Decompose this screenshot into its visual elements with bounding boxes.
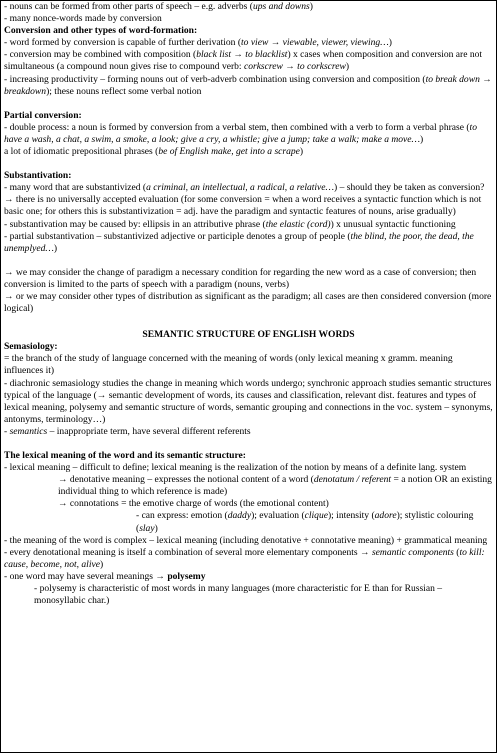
text-run: ) — [299, 146, 304, 158]
paragraph — [4, 498, 493, 510]
text-run: → we may consider the change of paradigm a necessary condition for regarding the new word as a case of conversion; then conversion is limited to the parts of speech with a paradigm (nouns, verbs) — [4, 266, 477, 290]
paragraph — [4, 146, 493, 158]
italic-text: the blind, the poor, the dead, the unemplyed… — [4, 230, 474, 254]
italic-text: daddy — [227, 510, 252, 522]
text-run: - lexical meaning – difficult to define; lexical meaning is the realization of the notion by means of a definite lang. system — [4, 462, 467, 474]
blank-line — [4, 158, 493, 170]
paragraph — [4, 462, 493, 474]
text-run: - every denotational meaning is itself a combination of several more elementary components → — [4, 546, 372, 558]
italic-text: slay — [139, 522, 155, 534]
paragraph — [4, 341, 493, 353]
paragraph — [4, 170, 493, 182]
text-run: - many word that are substantivized ( — [4, 182, 147, 194]
paragraph — [4, 535, 493, 547]
text-run: ) — [99, 558, 104, 570]
paragraph — [4, 547, 493, 571]
text-run: ) — [53, 242, 58, 254]
text-run: - can express: emotion ( — [136, 510, 228, 522]
text-run: - many nonce-words made by conversion — [4, 13, 162, 25]
blank-line — [4, 98, 493, 110]
blank-line — [4, 438, 493, 450]
text-run: - one word may have several meanings → — [4, 570, 168, 582]
text-run: = the branch of the study of language concerned with the meaning of words (only lexical meaning x gramm. meaning influences it) — [4, 353, 453, 377]
italic-text: a criminal, an intellectual, a radical, a relative… — [146, 182, 335, 194]
bold-text: Semasiology: — [4, 341, 58, 353]
text-run: SEMANTIC STRUCTURE OF ENGLISH WORDS — [142, 329, 355, 341]
paragraph — [4, 74, 493, 98]
section-heading — [4, 329, 493, 341]
text-run: ); these nouns reflect some verbal notion — [46, 85, 202, 97]
text-run: - partial substantivation – substantivized adjective or participle denotes a group of people ( — [4, 230, 351, 242]
bold-text: Conversion and other types of word-formation: — [4, 25, 198, 37]
bold-text: Partial conversion: — [4, 109, 82, 121]
blank-line — [4, 255, 493, 267]
italic-text: corkscrew → to corkscrew — [243, 61, 346, 73]
paragraph — [4, 182, 493, 194]
text-run: ); evaluation ( — [251, 510, 305, 522]
text-run: = a notion OR an existing individual thing to which reference is made) — [58, 474, 492, 498]
italic-text: semantics — [9, 425, 48, 437]
text-run: ( — [453, 546, 460, 558]
paragraph — [4, 426, 493, 438]
text-run: a lot of idiomatic prepositional phrases ( — [4, 146, 159, 158]
text-run: → there is no universally accepted evaluation (for some conversion = when a word receives a syntactic function which is not basic one; for others this is substantivization = adj. have the paradigm and syntactic features of nouns, arise gradually) — [4, 194, 482, 218]
text-run: ) — [309, 1, 313, 12]
italic-text: the elastic (cord) — [265, 218, 331, 230]
blank-line — [4, 315, 493, 327]
text-run: - polysemy is characteristic of most words in many languages (more characteristic for E than for Russian – monosyllabic char.) — [34, 583, 443, 607]
italic-text: denotatum / referent — [313, 474, 392, 486]
text-run: – inappropriate term, have several different referents — [47, 425, 251, 437]
text-run: ) — [388, 37, 392, 49]
paragraph — [4, 37, 493, 49]
paragraph — [4, 267, 493, 291]
text-run: - substantivation may be caused by: ellipsis in an attributive phrase ( — [4, 218, 266, 230]
text-run: ) x cases when composition and conversion are not simultaneous (a compound noun gives rise to compound verb: — [4, 49, 483, 73]
paragraph — [4, 194, 493, 218]
italic-text: to break down → breakdown — [4, 73, 492, 97]
italic-text: be of English make, get into a scrape — [158, 146, 300, 158]
italic-text: semantic components — [371, 546, 454, 558]
paragraph — [4, 474, 493, 498]
text-run: - diachronic semasiology studies the change in meaning which words undergo; synchronic approach studies semantic structures typical of the language (→ semantic development of words, its causes and classification, relevant dist. features and types of lexical meaning, polysemy and semantic structure of words, semantic grouping and connections in the voc. system – synonyms, antonyms, terminology…) — [4, 377, 493, 425]
paragraph — [4, 583, 493, 607]
paragraph — [4, 571, 493, 583]
text-run: ) — [345, 61, 350, 73]
text-run: - nouns can be formed from other parts of speech – e.g. adverbs ( — [4, 1, 253, 12]
text-run: ); stylistic colouring ( — [136, 510, 474, 534]
text-run: ) — [420, 133, 424, 145]
paragraph — [4, 13, 493, 25]
text-run: ) — [154, 522, 158, 534]
text-run: ) x unusual syntactic functioning — [330, 218, 456, 230]
italic-text: to have a wash, a chat, a swim, a smoke, a look; give a cry, a whistle; give a jump; take a walk; make a move… — [4, 121, 477, 145]
text-run: - — [4, 425, 10, 437]
text-run: - double process: a noun is formed by conversion from a verbal stem, then combined with a verb to form a verbal phrase ( — [4, 121, 470, 133]
bold-text: Substantivation: — [4, 170, 72, 182]
italic-text: adore — [374, 510, 397, 522]
paragraph — [4, 122, 493, 146]
italic-text: ups and downs — [252, 1, 310, 12]
paragraph — [4, 219, 493, 231]
text-run: - increasing productivity – forming nouns out of verb-adverb combination using conversion and composition ( — [4, 73, 426, 85]
paragraph — [4, 378, 493, 426]
text-run: - word formed by conversion is capable of further derivation ( — [4, 37, 241, 49]
paragraph — [4, 231, 493, 255]
text-run: → connotations = the emotive charge of words (the emotional content) — [58, 498, 329, 510]
text-run: → denotative meaning – expresses the notional content of a word ( — [58, 474, 314, 486]
paragraph — [4, 1, 493, 13]
text-run: ); intensity ( — [327, 510, 375, 522]
text-run: - the meaning of the word is complex – lexical meaning (including denotative + connotative meaning) + grammatical meaning — [4, 534, 488, 546]
bold-text: The lexical meaning of the word and its semantic structure: — [4, 450, 246, 461]
italic-text: to view → viewable, viewer, viewing… — [241, 37, 389, 49]
paragraph — [4, 25, 493, 37]
paragraph — [4, 353, 493, 377]
paragraph — [4, 450, 493, 462]
paragraph — [4, 510, 493, 534]
text-run: → or we may consider other types of distribution as significant as the paradigm; all cases are then considered conversion (more logical) — [4, 290, 492, 315]
italic-text: to kill: cause, become, not, alive — [4, 546, 485, 570]
paragraph — [4, 291, 493, 315]
paragraph — [4, 110, 493, 122]
italic-text: clique — [304, 510, 328, 522]
text-run: - conversion may be combined with composition ( — [4, 49, 197, 61]
bold-text: polysemy — [167, 570, 206, 582]
text-run: ) – should they be taken as conversion? — [334, 182, 485, 194]
italic-text: black list → to blacklist — [196, 49, 288, 61]
paragraph — [4, 49, 493, 73]
